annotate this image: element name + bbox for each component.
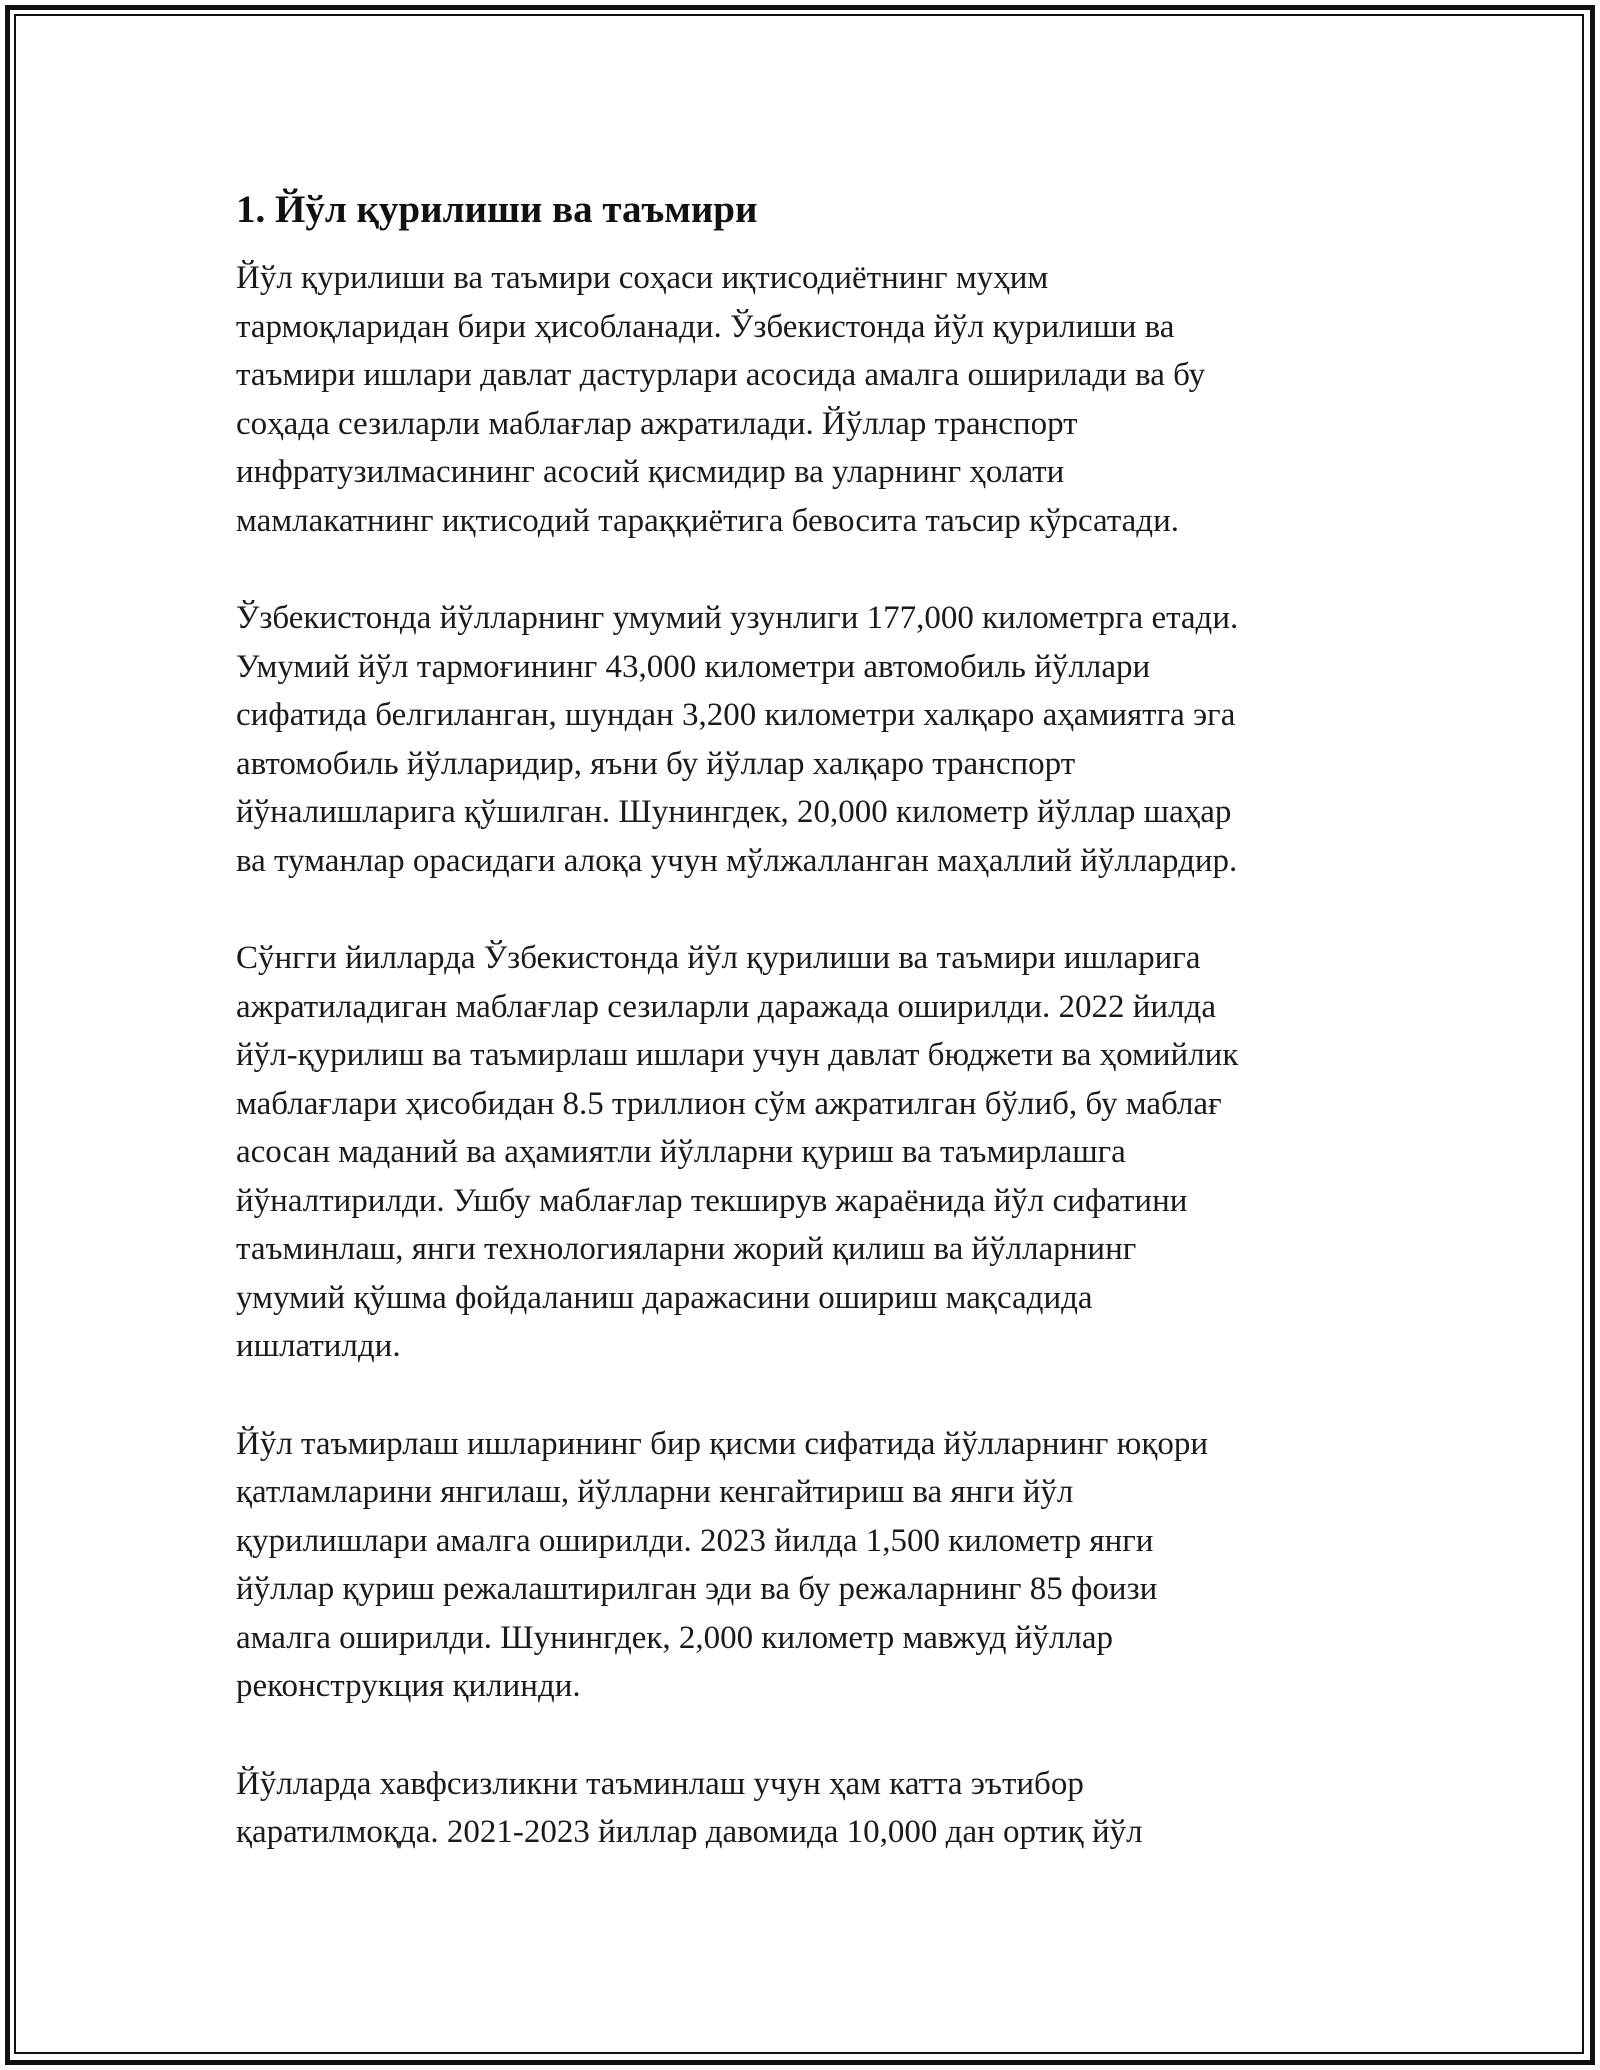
text-line: реконструкция қилинди. — [236, 1668, 581, 1704]
text-line: йўл-қурилиш ва таъмирлаш ишлари учун давлат бюджети ва ҳомийлик — [236, 1037, 1239, 1073]
paragraph-funding — [236, 934, 1366, 1371]
text-line: Йўл таъмирлаш ишларининг бир қисми сифатида йўлларнинг юқори — [236, 1425, 1209, 1462]
document-body — [236, 186, 1366, 1906]
text-line: йўналишларига қўшилган. Шунингдек, 20,000 километр йўллар шаҳар — [236, 794, 1232, 830]
text-line: Ўзбекистонда йўлларнинг умумий узунлиги 177,000 километрга етади. — [236, 600, 1239, 636]
text-line: ишлатилди. — [236, 1328, 401, 1364]
text-line: қаратилмоқда. 2021-2023 йиллар давомида 10,000 дан ортиқ йўл — [236, 1814, 1143, 1850]
text-line: йўллар қуриш режалаштирилган эди ва бу режаларнинг 85 фоизи — [236, 1571, 1158, 1607]
text-line: Сўнгги йилларда Ўзбекистонда йўл қурилиши ва таъмири ишларига — [236, 940, 1201, 976]
text-line: таъминлаш, янги технологияларни жорий қилиш ва йўлларнинг — [236, 1231, 1137, 1267]
paragraph-repair-works — [236, 1420, 1366, 1711]
text-line: автомобиль йўлларидир, яъни бу йўллар халқаро транспорт — [236, 745, 1076, 782]
text-line: йўналтирилди. Ушбу маблағлар текширув жараёнида йўл сифатини — [236, 1182, 1188, 1219]
text-line: мамлакатнинг иқтисодий тараққиётига бевосита таъсир кўрсатади. — [236, 502, 1179, 539]
text-line: инфратузилмасининг асосий қисмидир ва уларнинг ҳолати — [236, 454, 1065, 490]
text-line: Йўлларда хавфсизликни таъминлаш учун ҳам катта эътибор — [236, 1765, 1084, 1802]
text-line: ажратиладиган маблағлар сезиларли даражада оширилди. 2022 йилда — [236, 988, 1216, 1025]
text-line: қатламларини янгилаш, йўлларни кенгайтириш ва янги йўл — [236, 1474, 1074, 1510]
text-line: қурилишлари амалга оширилди. 2023 йилда 1,500 километр янги — [236, 1522, 1154, 1559]
text-line: ва туманлар орасидаги алоқа учун мўлжалланган маҳаллий йўллардир. — [236, 842, 1238, 879]
text-line: Йўл қурилиши ва таъмири соҳаси иқтисодиётнинг муҳим — [236, 260, 1049, 296]
text-line: Умумий йўл тармоғининг 43,000 километри автомобиль йўллари — [236, 648, 1151, 685]
paragraph-road-sector-importance — [236, 254, 1366, 545]
text-line: соҳада сезиларли маблағлар ажратилади. Йўллар транспорт — [236, 405, 1078, 442]
paragraph-road-network-length — [236, 594, 1366, 885]
text-line: сифатида белгиланган, шундан 3,200 километри халқаро аҳамиятга эга — [236, 697, 1236, 733]
text-line: таъмири ишлари давлат дастурлари асосида амалга оширилади ва бу — [236, 357, 1206, 393]
section-heading: 1. Йўл қурилиши ва таъмири — [236, 188, 758, 231]
text-line: маблағлари ҳисобидан 8.5 триллион сўм ажратилган бўлиб, бу маблағ — [236, 1085, 1222, 1122]
text-line: асосан маданий ва аҳамиятли йўлларни қуриш ва таъмирлашга — [236, 1134, 1126, 1170]
text-line: умумий қўшма фойдаланиш даражасини ошириш мақсадида — [236, 1279, 1093, 1316]
paragraph-road-safety — [236, 1760, 1366, 1857]
text-line: амалга оширилди. Шунингдек, 2,000 километр мавжуд йўллар — [236, 1619, 1113, 1656]
text-line: тармоқларидан бири ҳисобланади. Ўзбекистонда йўл қурилиши ва — [236, 308, 1175, 345]
